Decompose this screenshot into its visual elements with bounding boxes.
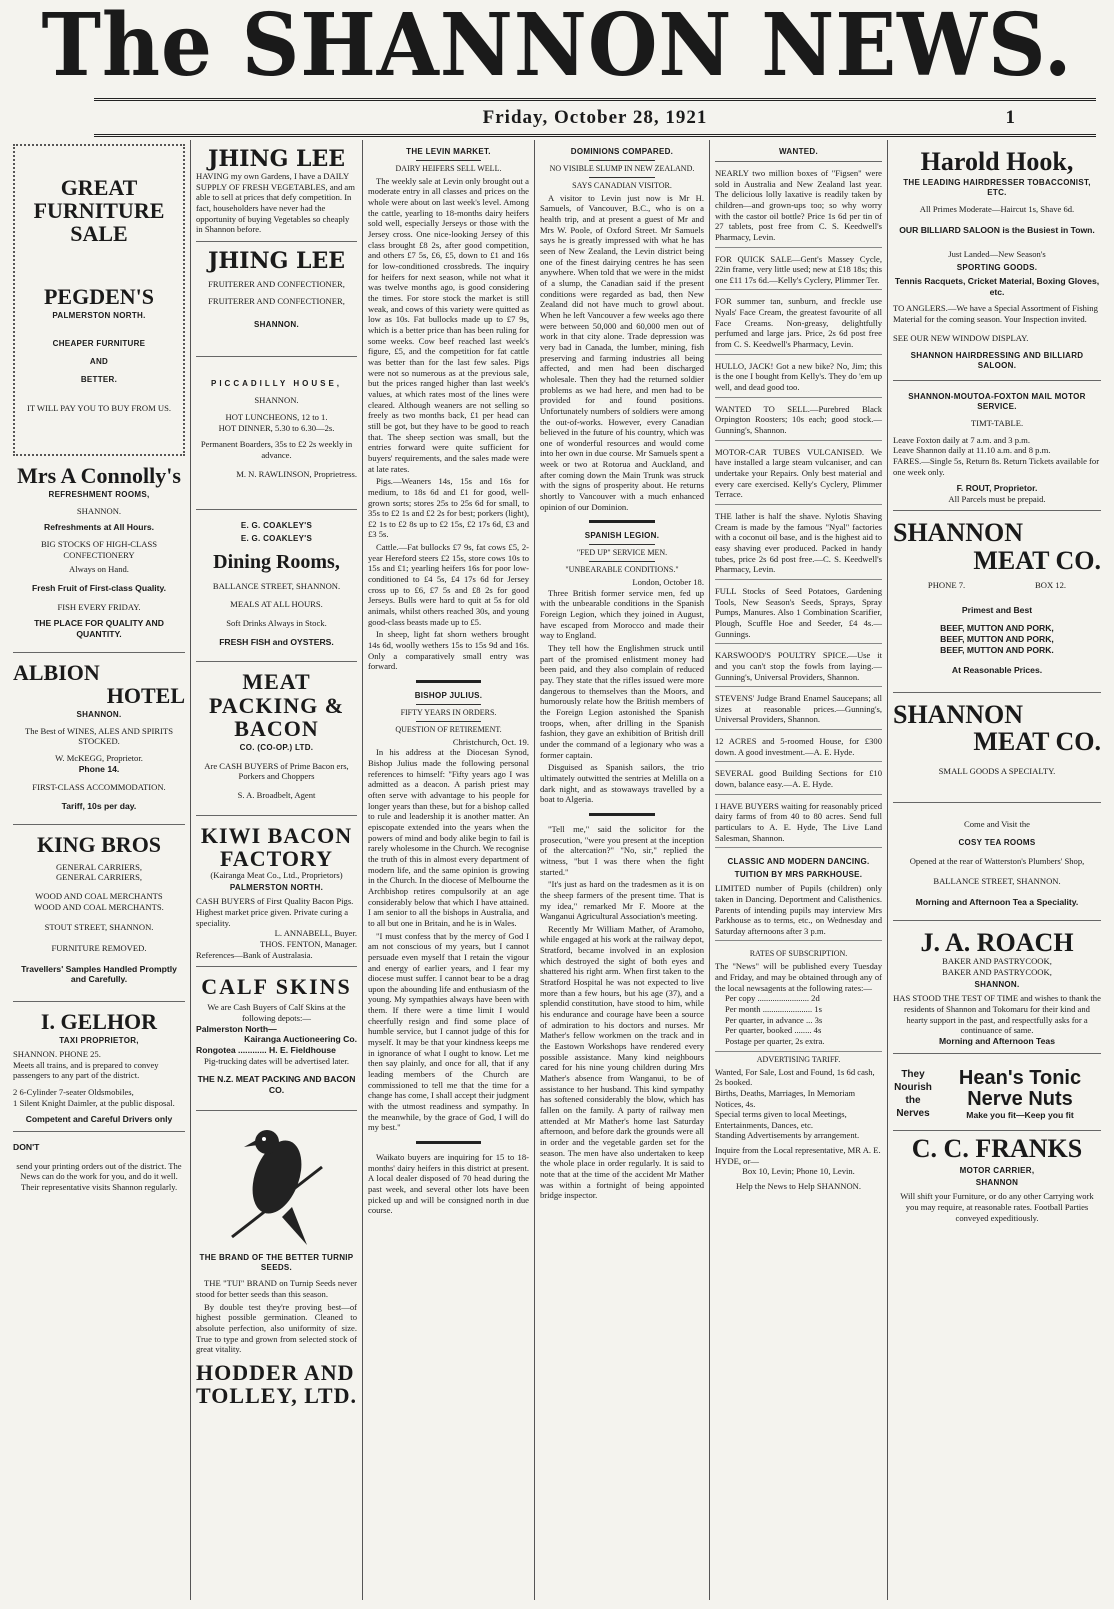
article-subheading: "UNBEARABLE CONDITIONS.": [565, 565, 679, 575]
ad-line: Make you fit—Keep you fit: [966, 1109, 1074, 1120]
ad-line: The "News" will be published every Tuesday and Friday, and may be obtained through any of the local newsagents at the following rates:—: [715, 961, 882, 993]
rate-line: Postage per quarter, 2s extra.: [725, 1035, 825, 1046]
divider: [416, 1141, 480, 1144]
article-paragraph: In sheep, light fat shorn wethers brought 14s 6d, woolly wethers 15s to 15s 9d and 16s. Only a comparatively small entry was forward.: [368, 629, 529, 672]
subscription-rates: [715, 944, 882, 1051]
ad-line: REFRESHMENT ROOMS,: [48, 489, 150, 499]
ad-line: TIMT-TABLE.: [970, 417, 1024, 428]
ad-line: E. G. COAKLEY'S: [240, 521, 313, 531]
ad-line: Fresh Fruit of First-class Quality.: [31, 582, 167, 593]
mail-motor-service-ad: [893, 385, 1101, 511]
meat-packing-ad: [196, 666, 357, 815]
hotel-name: ALBION: [13, 659, 100, 685]
ad-line: BALLANCE STREET, SHANNON.: [212, 580, 341, 591]
ad-line: Standing Advertisements by arrangement.: [715, 1130, 860, 1141]
divider: [416, 721, 480, 722]
ad-line: BEEF, MUTTON AND PORK,: [940, 634, 1054, 645]
ad-line: References—Bank of Australasia.: [196, 949, 313, 960]
divider: [589, 813, 655, 816]
ad-heading: CLASSIC AND MODERN DANCING.: [727, 857, 870, 867]
ad-line: SHANNON: [975, 1178, 1019, 1188]
article-heading: THE LEVIN MARKET.: [406, 147, 491, 156]
article-paragraph: "Tell me," said the solicitor for the prosecution, "were you present at the inception of the altercation?" "No, sir," replied the witness, "but I was there when the fight started.": [540, 823, 704, 877]
ad-line: MOTOR CARRIER,: [959, 1165, 1035, 1175]
gelhor-ad: [13, 1006, 185, 1132]
article-paragraph: The weekly sale at Levin only brought out a moderate entry in all classes and prices on the whole were about on last week's level. Among the cattle, yearling to 18-months dairy heifers sold well, especially Jerseys or those with the Jersey cross. One nice-looking Jersey of this class brought £8 2s, after good competition, and others £7 5s, £6, £5, down to £1 and 16s for low-conditioned crossbreds. The inquiry for heifers for next season, while not what it was twelve months ago, is good considering the times. For store stock the market is still weak, and cows of this variety were quitted as low as 10s. Fat bullocks made up to £7 9s, which is a better price than has been ruling for some weeks. Cow beef reached last week's figure, £5, and the competition for fat cattle was better than for the last few sales. Pigs were not so numerous as at the previous sale, but the prices ranged higher than last week's values, at which rates most of the lines were cleared. Although weaners are not selling so freely as two months back, £1 per head can still be got, but they have to be good to reach that. The sheep section was small, but the entries forward were quite sufficient for buyers' requirements, and the sales made were at late rates.: [368, 175, 529, 474]
ad-line: They Nourish the Nerves: [894, 1068, 932, 1119]
business-name: Harold Hook,: [920, 147, 1074, 176]
ad-line: THOS. FENTON, Manager.: [260, 938, 357, 949]
ad-line: THE BRAND OF THE BETTER TURNIP SEEDS.: [199, 1252, 354, 1272]
ad-line: SHANNON.: [76, 709, 122, 719]
business-name: MEAT PACKING & BACON: [208, 669, 345, 741]
town: PALMERSTON NORTH.: [52, 311, 146, 321]
ad-line: 1 Silent Knight Daimler, at the public disposal.: [13, 1097, 175, 1108]
ad-line: GENERAL CARRIERS,: [55, 861, 143, 872]
masthead-rule: [94, 98, 1096, 101]
classified-ad: 12 ACRES and 5-roomed House, for £300 down. A good investment.—A. E. Hyde.: [715, 733, 882, 762]
ad-line: Will shift your Furniture, or do any other Carrying work you may require, at reasonable rates. Football Parties conveyed expeditiously.: [900, 1191, 1094, 1223]
business-name: Dining Rooms,: [213, 551, 340, 573]
ad-line: Tariff, 10s per day.: [61, 800, 137, 811]
piccadilly-house-ad: [196, 361, 357, 510]
ad-headline: SALE: [70, 221, 128, 247]
ad-line: Leave Shannon daily at 11.10 a.m. and 8 p.m.: [893, 445, 1051, 456]
business-name: SHANNON: [893, 518, 1024, 548]
article-paragraph: Pigs.—Weaners 14s, 15s and 16s for medium, to 18s 6d and £1 for good, well-grown sorts; stores 25s to 25s 6d for small, to 35s to £2 1s and £2 2s for best; porkers (light), £2 1s to £2 8s up to £2 15s, £2 17s 6d, £3 and £3 5s.: [368, 476, 529, 540]
article-paragraph: "It's just as hard on the tradesmen as it is on the sheep farmers of the present time. That is my idea," remarked Mr F. Moore at the Wanganui Agricultural Association's meeting.: [540, 879, 704, 922]
ad-line: SHANNON.: [76, 505, 122, 516]
ad-line: BETTER.: [80, 375, 118, 385]
spanish-legion-article: [540, 531, 704, 805]
ad-line: FIRST-CLASS ACCOMMODATION.: [32, 782, 166, 793]
connolly-ad: [13, 460, 185, 653]
ad-line: All Primes Moderate—Haircut 1s, Shave 6d.: [919, 204, 1075, 215]
ad-line: OUR BILLIARD SALOON is the Busiest in Town.: [899, 224, 1095, 235]
dateline-rule: [94, 134, 1096, 137]
contact-row: [893, 580, 1101, 591]
ad-line: The Best of WINES, ALES AND SPIRITS STOCKED.: [24, 725, 174, 747]
ad-line: Primest and Best: [961, 604, 1033, 615]
business-name: CALF SKINS: [201, 974, 352, 1000]
jhing-lee-fruiterer-ad: [196, 246, 357, 357]
column-6: [888, 140, 1106, 1600]
ad-line: THE "TUI" BRAND on Turnip Seeds never stood for better seeds than this season.: [196, 1278, 357, 1300]
business-name: I. GELHOR: [40, 1008, 158, 1034]
article-paragraph: They tell how the Englishmen struck until part of the promised enlistment money had been paid, and they also complain of reduced pay. They state that the rifles issued were more dangerous to themselves than the Moors, and humorously relate how the British members of the Foreign Legion astonished the Spanish troops, when, after drilling in the Spanish fashion, they gave an exhibition of British drill under the command of a legionary who was a former captain.: [540, 643, 704, 760]
ad-line: FRUITERER AND CONFECTIONER,: [208, 279, 345, 290]
business-name: C. C. FRANKS: [911, 1134, 1083, 1164]
ad-line: TAXI PROPRIETOR,: [59, 1036, 139, 1046]
classified-ad: FOR QUICK SALE—Gent's Massey Cycle, 22in frame, very little used; new at £18 18s; this one £11 17s 6d.—Kelly's Cyclery, Plimmer Ter.: [715, 251, 882, 291]
ad-line: CHEAPER FURNITURE: [52, 339, 146, 349]
ad-line: BAKER AND PASTRYCOOK,: [942, 956, 1052, 967]
tui-seeds-ad: [196, 1117, 357, 1408]
article-paragraph: Three British former service men, fed up with the unbearable conditions in the Spanish Foreign Legion, which they joined in August, have escaped from Morocco and made their way to England.: [540, 587, 704, 641]
ad-heading: ADVERTISING TARIFF.: [756, 1054, 841, 1064]
article-subheading: DAIRY HEIFERS SELL WELL.: [395, 163, 502, 173]
divider: [589, 561, 655, 562]
ad-line: (Kairanga Meat Co., Ltd., Proprietors): [210, 869, 343, 880]
classified-ad: STEVENS' Judge Brand Enamel Saucepans; all sizes at reasonable prices.—Gunning's, Universal Providers, Shannon.: [715, 690, 882, 730]
ad-line: THE PLACE FOR QUALITY AND QUANTITY.: [34, 618, 164, 639]
business-name: Hean's Tonic Nerve Nuts: [958, 1066, 1082, 1110]
dancing-ad: [715, 851, 882, 941]
classified-ad: KARSWOOD'S POULTRY SPICE.—Use it and you can't stop the fowls from laying.—Gunning's, Universal Providers, Shannon.: [715, 647, 882, 687]
classified-ad: NEARLY two million boxes of "Figsen" were sold in Australia and New Zealand last year. The delicious lolly laxative is readily taken by children—and grown-ups too; so why worry with the castor oil bottle? Price 1s 6d per tin of 27 tablets, post free from C. S. Keedwell's Pharmacy, Levin.: [715, 165, 882, 248]
dominions-article: [540, 147, 704, 512]
ad-line: FARES.—Single 5s, Return 8s. Return Tickets available for one week only.: [893, 455, 1100, 477]
article-heading: BISHOP JULIUS.: [414, 691, 483, 700]
ad-line: Morning and Afternoon Teas: [938, 1035, 1055, 1046]
ad-line: SHANNON. PHONE 25.: [13, 1048, 101, 1059]
classified-ad: THE lather is half the shave. Nylotis Shaving Cream is made by the famous "Nyal" factories with a coconut oil base, and is the highest aid to easy shaving ever produced. Packed in handy tubes, price 2s 6d post free.—C. S. Keedwell's Pharmacy, Levin.: [715, 508, 882, 580]
ad-line: SMALL GOODS A SPECIALTY.: [938, 765, 1056, 776]
column-5: [710, 140, 888, 1600]
divider: [589, 177, 655, 178]
ad-line: Phone 14.: [78, 763, 120, 774]
classified-ad: I HAVE BUYERS waiting for reasonably priced dairy farms of from 40 to 80 acres. Send full particulars to A. E. Hyde, The Live Land Salesman, Shannon.: [715, 798, 882, 849]
tui-bird-icon: [222, 1117, 332, 1247]
classified-ad: FOR summer tan, sunburn, and freckle use Nyals' Face Cream, the greatest favourite of all Face Creams. Non-greasy, delightfully perfumed and large jars. Price, 2s 6d post free from C. S. Keedwell's Pharmacy, Levin.: [715, 293, 882, 354]
rate-line: Per quarter, in advance ... 3s: [725, 1014, 823, 1025]
article-dateline: Christchurch, Oct. 19.: [452, 736, 529, 747]
dont-ad: [13, 1136, 185, 1199]
local-news: [540, 824, 704, 1201]
article-subheading: "FED UP" SERVICE MEN.: [576, 548, 668, 558]
albion-hotel-ad: [13, 657, 185, 825]
ad-line: By double test they're proving best—of highest possible germination. Cleaned to absolute perfection, also uniformity of size. True to type and grown from selected stock of great vitality.: [196, 1301, 357, 1355]
article-paragraph: "I must confess that by the mercy of God I am not conscious of my years, but I cannot persuade even myself that I retain the vigour and energy of earlier years, and I fear my diocese must suffer. I cannot bear to be a drag upon the abounding life and enthusiasm of the young. My sympathies always have been with them. If there were a time limit I would cheerfully resign and find some place of humble service, but I cannot judge of this for myself. It may be that your kindness keeps me in ignorance of what I ought to know. Let me then say plainly, and once for all, that if any leading members of the Church are commissioned to tell me that the time for a change has come, I shall accept their judgment with the utmost readiness and sympathy. In the meanwhile, by the grace of God, I will do my best.": [368, 930, 529, 1133]
ad-line: SHANNON.: [253, 320, 300, 330]
article-dateline: London, October 18.: [632, 577, 704, 588]
franks-carrier-ad: [893, 1135, 1101, 1223]
business-name: PICCADILLY HOUSE,: [210, 379, 342, 389]
divider: [589, 520, 655, 523]
ad-line: MEALS AT ALL HOURS.: [230, 599, 323, 610]
ad-line: BAKER AND PASTRYCOOK,: [942, 966, 1052, 977]
ad-headline: FURNITURE: [33, 198, 165, 224]
ad-line: Tennis Racquets, Cricket Material, Boxing Gloves, etc.: [894, 275, 1100, 297]
wanted-heading: WANTED.: [715, 147, 882, 162]
rate-line: Per quarter, booked ........ 4s: [725, 1025, 822, 1036]
article-paragraph: In his address at the Diocesan Synod, Bishop Julius made the following personal references to himself: "Fifty years ago I was admitted as a deacon. A parish priest may often serve with advantage to his people for longer years than these, but for a bishop called to rule and leadership it is another matter. An episcopate extended into the years when the powers of mind and body alike begin to fail is rarely wholesome in the Church. We recognise the truth of this in almost every department of modern life, and the same opinion is growing in the Church. In the diocese of Melbourne the Archbishop retires compulsorily at an age considerably below that which I have attained. I am senior to all the bishops in Australia, and to all but one in Britain, and he is in Wales.: [368, 747, 529, 928]
column-1: [8, 140, 191, 1600]
column-4: [535, 140, 710, 1600]
classified-ad: HULLO, JACK! Got a new bike? No, Jim; this is the one I bought from Kelly's. They do 'em up well, and dead good too.: [715, 358, 882, 398]
ad-line: Meets all trains, and is prepared to convey passengers to any part of the district.: [13, 1059, 159, 1081]
ad-line: send your printing orders out of the district. The News can do the work for you, and do it well. Their representative visits Shannon regularly.: [16, 1160, 182, 1192]
ad-line: At Reasonable Prices.: [951, 665, 1043, 676]
ad-line: Morning and Afternoon Tea a Speciality.: [915, 897, 1079, 908]
ad-line: Births, Deaths, Marriages, In Memoriam Notices, 4s.: [715, 1087, 856, 1109]
ad-line: SHANNON.: [974, 980, 1020, 990]
box: BOX 12.: [1035, 580, 1067, 591]
shannon-meat-ad-2: [893, 697, 1101, 803]
shop-name: PEGDEN'S: [43, 284, 155, 310]
ad-line: WOOD AND COAL MERCHANTS: [35, 891, 163, 901]
ad-line: F. ROUT, Proprietor.: [956, 483, 1038, 494]
column-2: [191, 140, 363, 1600]
jhing-lee-gardens-ad: [196, 144, 357, 242]
ad-line: BALLANCE STREET, SHANNON.: [933, 876, 1061, 887]
business-name: J. A. ROACH: [920, 927, 1074, 957]
furniture-sale-ad: [13, 144, 185, 456]
article-heading: DOMINIONS COMPARED.: [570, 147, 674, 156]
ad-line: HAS STOOD THE TEST OF TIME and wishes to thank the residents of Shannon and Tokomaru for their kind and hearty support in the past, and respectfully asks for a continuance of same.: [893, 993, 1101, 1036]
ad-line: CO. (CO-OP.) LTD.: [239, 742, 314, 752]
article-subheading: FIFTY YEARS IN ORDERS.: [400, 707, 497, 717]
column-3: [363, 140, 535, 1600]
ad-line: Travellers' Samples Handled Promptly and Carefully.: [21, 963, 177, 985]
ad-line: THE N.Z. MEAT PACKING AND BACON CO.: [197, 1074, 356, 1095]
ad-line: TUITION BY MRS PARKHOUSE.: [734, 870, 863, 880]
calf-skins-ad: [196, 971, 357, 1110]
ad-line: Are CASH BUYERS of Prime Bacon ers, Porkers and Choppers: [204, 760, 349, 782]
business-name: JHING LEE: [207, 248, 346, 275]
ad-line: WOOD AND COAL MERCHANTS.: [34, 901, 164, 912]
masthead: [0, 0, 1114, 100]
ad-line: SHANNON.: [254, 395, 299, 406]
king-bros-ad: [13, 829, 185, 1002]
ad-line: CASH BUYERS of First Quality Bacon Pigs. Highest market price given. Private curing a speciality.: [196, 896, 354, 928]
ad-heading: SHANNON-MOUTOA-FOXTON MAIL MOTOR SERVICE.: [908, 392, 1086, 411]
article-paragraph: Waikato buyers are inquiring for 15 to 18-months' dairy heifers in this district at present. A local dealer disposed of 70 head during the past week, and several other lots have been picked up and will be consigned north in due course.: [368, 1152, 529, 1216]
issue-date: Friday, October 28, 1921: [482, 107, 708, 128]
rate-line: Per month ....................... 1s: [725, 1004, 822, 1014]
article-paragraph: Recently Mr William Mather, of Aramoho, while engaged at his work at the railway depot, Stratford, became involved in an explosion which destroyed the sight of both eyes and shattered his right arm. When first taken to the Stratford Hospital he was not expected to live more than a few hours, but his age (37), and a splendid constitution, have stood to him, while his endurance and courage have been a source of admiration to his doctors and nurses. Mr Mather's fellow workmen on the track and in the Eastown Workshops have rendered every possible assistance. Many kind neighbours cared for his nine young children during Mrs Mather's absence from Wanganui, to be of assistance to her husband. This kind sympathy has softened considerably the blow, which has fallen on the family. A party of railway men attended at Mr Mather's home last Saturday afternoon, and before dark the grounds were all in order and the vegetable garden set for the season. The men have also undertaken to keep the whole place in order regularly. It is said to note that at the time of the accident Mr Mather was within a fortnight of being appointed bridge inspector.: [540, 923, 704, 1201]
ad-line: BEEF, MUTTON AND PORK.: [940, 644, 1054, 655]
ad-line: Pig-trucking dates will be advertised later.: [203, 1055, 350, 1066]
business-name: SHANNON: [893, 700, 1024, 730]
ad-line: GENERAL CARRIERS,: [55, 872, 143, 883]
ad-line: We are Cash Buyers of Calf Skins at the following depots:—: [207, 1002, 346, 1024]
ad-line: FRUITERER AND CONFECTIONER,: [208, 295, 345, 306]
article-subheading: NO VISIBLE SLUMP IN NEW ZEALAND.: [549, 163, 695, 173]
dateline: [94, 103, 1096, 133]
divider: [589, 544, 655, 545]
newspaper-title: The SHANNON NEWS.: [41, 0, 1073, 96]
ad-line: Just Landed—New Season's: [948, 249, 1046, 260]
coakley-dining-ad: [196, 514, 357, 662]
ad-line: Palmerston North—: [196, 1023, 277, 1034]
business-name: KING BROS: [36, 831, 162, 857]
ad-line: Rongotea ............ H. E. Fieldhouse: [196, 1044, 336, 1055]
business-name: HODDER AND TOLLEY, LTD.: [196, 1360, 357, 1409]
classified-ad: SEVERAL good Building Sections for £10 down, balance easy.—A. E. Hyde.: [715, 765, 882, 794]
divider: [416, 704, 480, 705]
advertising-tariff: [715, 1055, 882, 1192]
ad-line: L. ANNABELL, Buyer.: [274, 928, 357, 939]
ad-heading: RATES OF SUBSCRIPTION.: [749, 949, 848, 959]
phone: PHONE 7.: [927, 580, 966, 591]
ad-line: FURNITURE REMOVED.: [51, 942, 147, 953]
ad-line: Special terms given to local Meetings, Entertainments, Dances, etc.: [715, 1109, 847, 1130]
hotel-name: HOTEL: [106, 682, 185, 708]
ad-line: STOUT STREET, SHANNON.: [44, 922, 154, 933]
ad-line: Soft Drinks Always in Stock.: [226, 618, 327, 629]
roach-bakery-ad: [893, 925, 1101, 1054]
ad-line: TO ANGLERS.—We have a Special Assortment of Fishing Material for the coming season. Your Inspection invited.: [893, 303, 1098, 324]
ad-line: SEE OUR NEW WINDOW DISPLAY.: [893, 332, 1029, 343]
page-columns: [8, 140, 1106, 1600]
hean-tonic-ad: [893, 1058, 1101, 1132]
ad-line: FRESH FISH and OYSTERS.: [219, 636, 334, 647]
article-heading: SPANISH LEGION.: [584, 531, 660, 541]
ad-line: W. McKEGG, Proprietor.: [55, 752, 143, 763]
ad-line: Refreshments at All Hours.: [44, 522, 154, 533]
business-name: MEAT CO.: [973, 727, 1101, 757]
ad-line: Opened at the rear of Watterston's Plumbers' Shop,: [909, 855, 1085, 866]
business-name: Mrs A Connolly's: [17, 462, 181, 488]
ad-line: Box 10, Levin; Phone 10, Levin.: [742, 1166, 855, 1177]
ad-line: Kairanga Auctioneering Co.: [244, 1034, 357, 1045]
ad-line: Inquire from the Local representative, MR A. E. HYDE, or—: [715, 1145, 881, 1166]
article-paragraph: Cattle.—Fat bullocks £7 9s, fat cows £5, 2-year Hereford steers £2 15s, store cows 10s to 15s and £1; yearling heifers 16s for poor low-conditioned to £4 5s, £4 17s 6d for Jersey cross up to £6, £7 5s and £8 2s for good Jerseys. Bulls were hard to quit at 5s for old animals, whilst others reached 30s, and young good-class beasts made up to £5.: [368, 542, 529, 627]
ad-line: BIG STOCKS OF HIGH-CLASS CONFECTIONERY: [40, 538, 158, 560]
business-name: COSY TEA ROOMS: [958, 837, 1036, 847]
levin-market-article: [368, 147, 529, 672]
article-paragraph: A visitor to Levin just now is Mr H. Samuels, of Vancouver, B.C., who is on a health trip, and at present a guest of Mr and Mrs W. Poole, of Oxford Street. Mr Samuels says he is greatly impressed with what he has seen of New Zealand, the Levin district being one of the finest dairying centres he has seen anywhere. When told that we were in the midst of a slump, the Canadian said if the present conditions were regarded as bad, then New Zealand did not have much to growl about. When he left Vancouver a few weeks ago there were between 50,000 and 60,000 men out of work in that city alone. Trade depression was very bad in Canada, the lumber, mining, fish preserving and farming industries all being affected, and men had been discharged wholesale. Then they had the returned soldier problems as we had here, and men had to be provided for and found positions. Unfortunately numbers of soldiers were among the out-of-works. However, every Canadian believed in the future of his country, which was one of wonderful resources and would come into her own in due course. Mr Samuels spent a week or two at Rotorua and Auckland, and after coming down the Main Trunk was struck with the signs of prosperity about. He returns shortly to Vancouver with a much enhanced opinion of our Dominion.: [540, 192, 704, 512]
divider: [416, 160, 480, 161]
ad-line: 2 6-Cylinder 7-seater Oldsmobiles,: [13, 1086, 134, 1097]
ad-line: PALMERSTON NORTH.: [229, 883, 324, 893]
ad-line: Permanent Boarders, 35s to £2 2s weekly in advance.: [200, 439, 353, 460]
ad-heading: DON'T: [13, 1141, 40, 1152]
ad-line: E. G. COAKLEY'S: [240, 534, 313, 544]
ad-line: Come and Visit the: [964, 819, 1030, 830]
article-subheading: QUESTION OF RETIREMENT.: [395, 724, 502, 734]
ad-line: HAVING my own Gardens, I have a DAILY SUPPLY OF FRESH VEGETABLES, and am able to sell at prices that defy competition. In fact, householders have never had the opportunity of buying Vegetables so cheaply in Shannon before.: [196, 171, 355, 235]
page-number: 1: [1005, 107, 1016, 128]
ad-line: HOT LUNCHEONS, 12 to 1.: [225, 411, 328, 422]
harold-hook-ad: [893, 144, 1101, 381]
ad-line: SHANNON HAIRDRESSING AND BILLIARD SALOON.: [910, 351, 1084, 371]
ad-line: FISH EVERY FRIDAY.: [57, 601, 141, 612]
ad-line: IT WILL PAY YOU TO BUY FROM US.: [26, 403, 172, 413]
business-name: JHING LEE: [207, 146, 346, 172]
article-paragraph: Disguised as Spanish sailors, the trio ultimately outwitted the sentries at Melilla on a dark night, and as stowaways travelled by a boat to Algeria.: [540, 762, 704, 805]
business-name: MEAT CO.: [973, 545, 1101, 575]
rate-line: Per copy ........................ 2d: [725, 993, 820, 1004]
ad-line: Always on Hand.: [69, 564, 129, 575]
ad-line: Help the News to Help SHANNON.: [735, 1181, 862, 1192]
classified-ad: FULL Stocks of Seed Potatoes, Gardening Tools, New Season's Seeds, Sprays, Spray Pumps, Manures. Also 1 Combination Scarifier, Plough, Scuffle Hoe and Seeder, £4 4s.—Gunnings.: [715, 583, 882, 644]
ad-line: LIMITED number of Pupils (children) only taken in Dancing. Deportment and Calisthenics. Parents of intending pupils may interview Mrs Parkhouse as to terms, etc., on Wednesday and Saturday afternoons after 3 p.m.: [715, 883, 882, 936]
classified-ad: MOTOR-CAR TUBES VULCANISED. We have installed a large steam vulcaniser, and can undertake your Repairs. Only best material and every care exercised. Kelly's Cyclery, Plimmer Terrace.: [715, 444, 882, 505]
article-subheading: SAYS CANADIAN VISITOR.: [572, 180, 672, 190]
ad-line: M. N. RAWLINSON, Proprietress.: [236, 468, 357, 479]
ad-line: AND: [89, 357, 109, 367]
classified-ad: WANTED TO SELL.—Purebred Black Orpington Roosters; 10s each; good stock.—Gunning's, Shannon.: [715, 401, 882, 441]
cosy-tea-rooms-ad: [893, 807, 1101, 921]
ad-line: BEEF, MUTTON AND PORK,: [940, 623, 1054, 634]
ad-line: All Parcels must be prepaid.: [948, 493, 1046, 504]
ad-line: S. A. Broadbelt, Agent: [237, 789, 316, 800]
shannon-meat-ad: [893, 515, 1101, 693]
business-name: KIWI BACON FACTORY: [200, 822, 353, 871]
divider: [589, 160, 655, 161]
bishop-julius-article: [368, 691, 529, 1133]
ad-line: Wanted, For Sale, Lost and Found, 1s 6d cash, 2s booked.: [715, 1066, 875, 1088]
ad-line: HOT DINNER, 5.30 to 6.30—2s.: [218, 422, 335, 433]
ad-line: Competent and Careful Drivers only: [25, 1114, 173, 1125]
ad-line: Leave Foxton daily at 7 a.m. and 3 p.m.: [893, 434, 1030, 445]
kiwi-bacon-ad: [196, 820, 357, 968]
ad-headline: GREAT: [60, 175, 138, 200]
divider: [416, 680, 480, 683]
ad-line: SPORTING GOODS.: [956, 263, 1038, 273]
ad-line: THE LEADING HAIRDRESSER TOBACCONIST, ETC.: [903, 178, 1091, 198]
